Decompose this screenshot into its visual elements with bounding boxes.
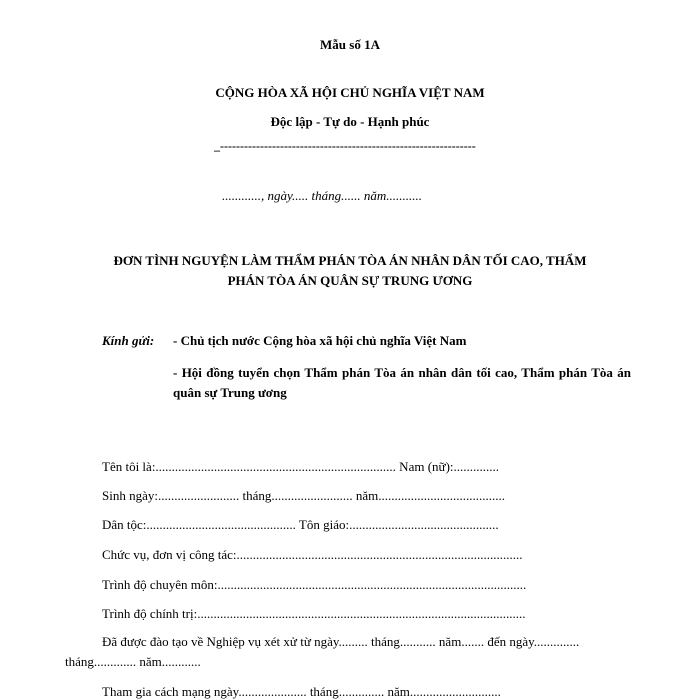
motto: Độc lập - Tự do - Hạnh phúc (270, 114, 430, 129)
field-political-level: Trình độ chính trị:..................................................................................................... (102, 606, 526, 621)
field-name: Tên tôi là:.......................................................................... Nam (nữ):.............. (102, 459, 500, 474)
document-title-line-2: PHÁN TÒA ÁN QUÂN SỰ TRUNG ƯƠNG (227, 273, 473, 288)
recipients-label: Kính gửi: (102, 333, 155, 348)
nation-heading: CỘNG HÒA XÃ HỘI CHỦ NGHĨA VIỆT NAM (215, 85, 485, 100)
field-date-of-birth: Sinh ngày:......................... tháng......................... năm....................................... (102, 488, 505, 503)
header-divider: _---------------------------------------------------------------- (214, 139, 476, 153)
field-position: Chức vụ, đơn vị công tác:........................................................................................ (102, 547, 523, 562)
field-ethnicity-religion: Dân tộc:.............................................. Tôn giáo:.............................................. (102, 517, 499, 532)
recipient-president: - Chủ tịch nước Cộng hòa xã hội chủ nghĩa Việt Nam (173, 333, 467, 348)
recipient-selection-council: - Hội đồng tuyển chọn Thẩm phán Tòa án nhân dân tối cao, Thẩm phán Tòa án quân sự Trung ương (173, 365, 631, 400)
field-training-line-2: tháng............. năm............ (65, 654, 201, 669)
field-expertise: Trình độ chuyên môn:............................................................................................... (102, 577, 527, 592)
field-revolution-date: Tham gia cách mạng ngày..................... tháng.............. năm............................ (102, 684, 501, 699)
form-code: Mẫu số 1A (320, 37, 380, 52)
field-training-line-1: Đã được đào tạo về Nghiệp vụ xét xử từ ngày......... tháng........... năm....... đến ngày.............. (102, 634, 580, 649)
place-date-line: ............, ngày..... tháng...... năm........... (222, 188, 423, 203)
document-title-line-1: ĐƠN TÌNH NGUYỆN LÀM THẨM PHÁN TÒA ÁN NHÂN DÂN TỐI CAO, THẨM (113, 253, 587, 268)
